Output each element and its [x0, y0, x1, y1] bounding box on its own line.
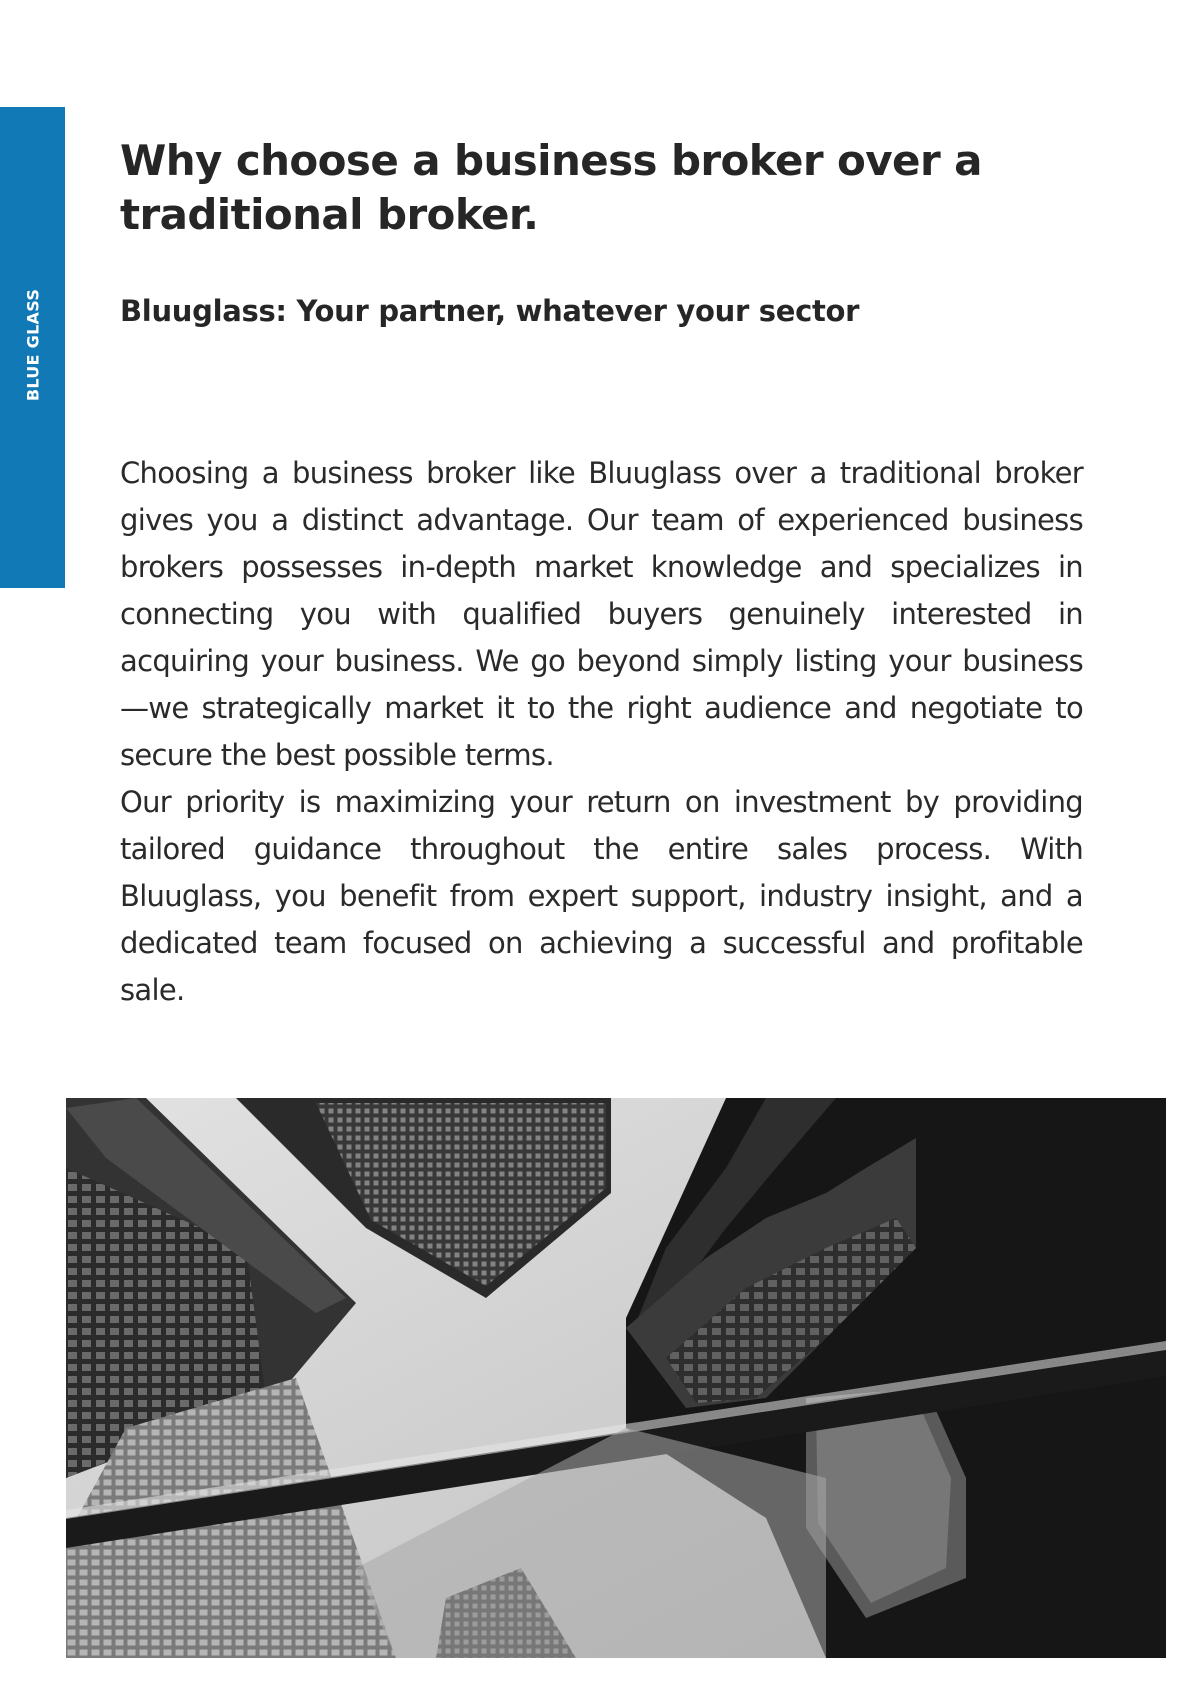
body-paragraph: Our priority is maximizing your return on investment by providing tailored guidance throughout the entire sales process. With Bluuglass, you benefit from expert support, industry insight, and a dedicated team focused on achieving a successful and profitable sale.: [120, 785, 1083, 1007]
page-subtitle: Bluuglass: Your partner, whatever your sector: [120, 294, 860, 328]
page-title: Why choose a business broker over a traditional broker.: [120, 136, 982, 239]
skyscrapers-photo: [66, 1098, 1166, 1658]
body-paragraph: Choosing a business broker like Bluuglass over a traditional broker gives you a distinct advantage. Our team of experienced business brokers possesses in-depth market knowledge and specializes in connecting you with qualified buyers genuinely interested in acquiring your business. We go beyond simply listing your business—we strategically market it to the right audience and negotiate to secure the best possible terms.: [120, 456, 1083, 772]
body-text: [120, 450, 1083, 1014]
brand-label: BLUE GLASS: [23, 288, 43, 402]
